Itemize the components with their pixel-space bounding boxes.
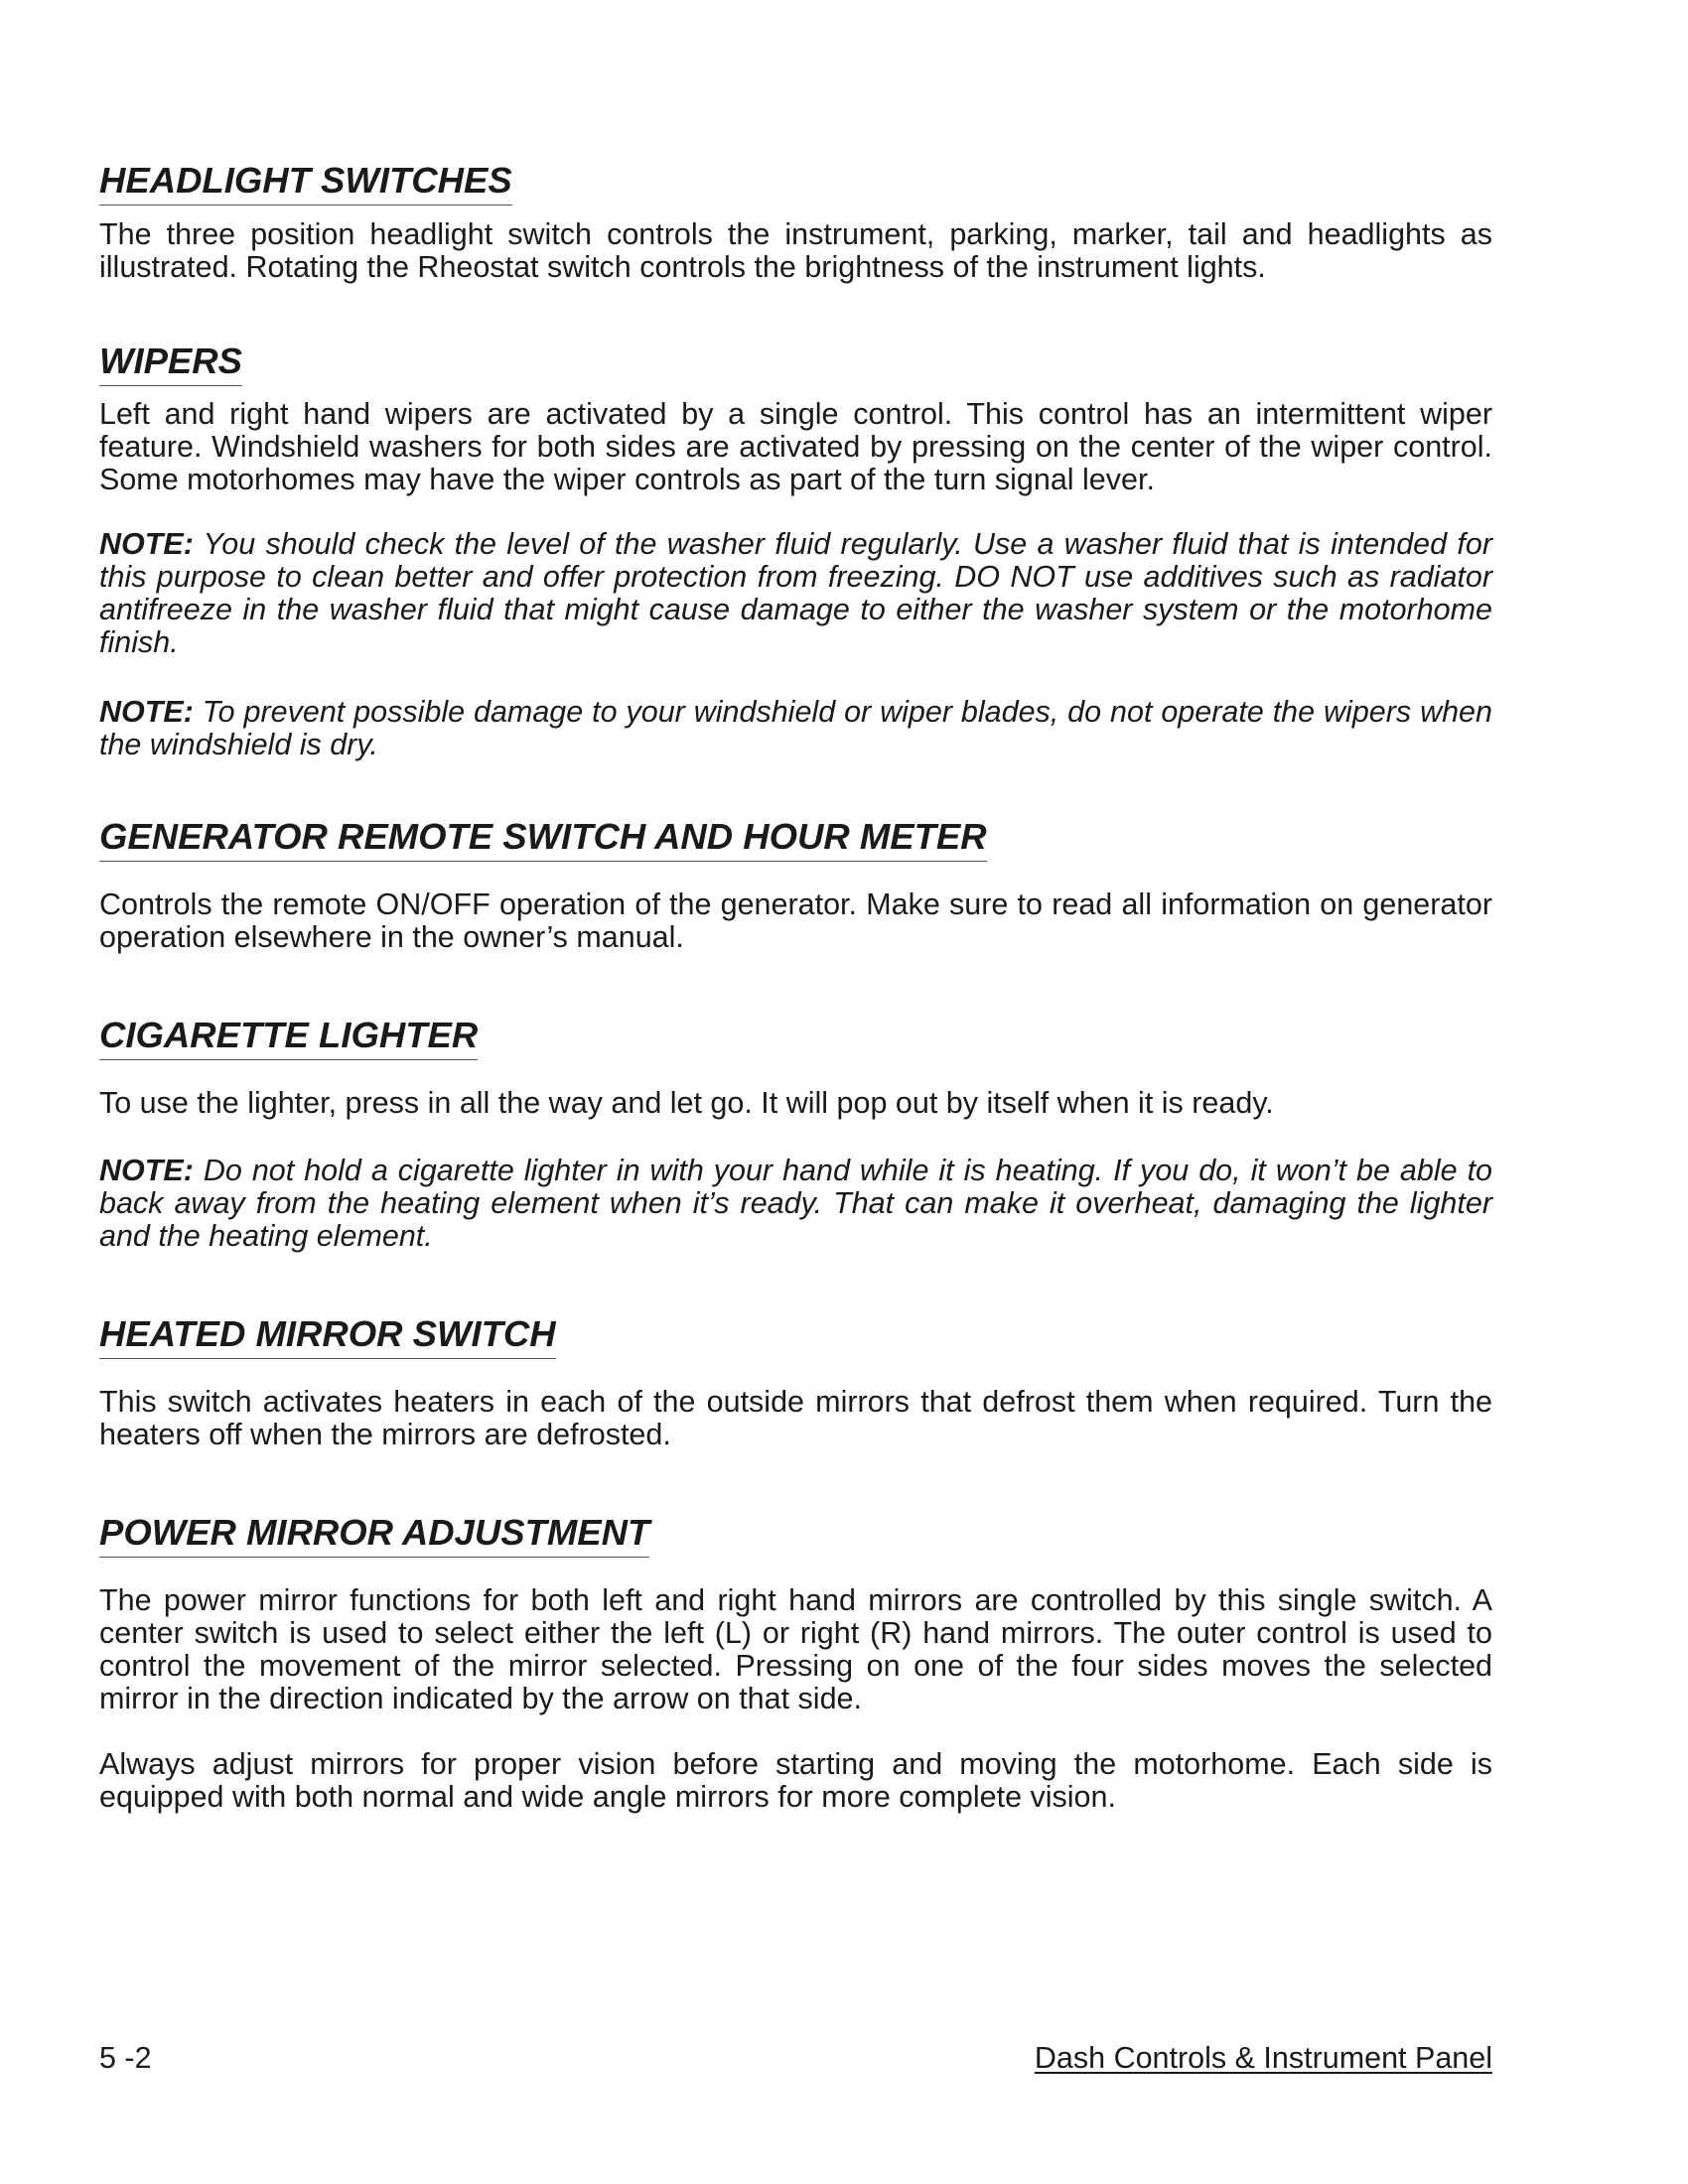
paragraph-power-mirror-1: The power mirror functions for both left and right hand mirrors are controlled by this single switch. A center switch is used to select either the left (L) or right (R) hand mirrors. The outer control is used to control the movement of the mirror selected. Pressing on one of the four sides moves the selected mirror in the direction indicated by the arrow on that side. [99, 1583, 1492, 1715]
manual-page [99, 0, 1492, 2184]
heading-power-mirror-adjustment: POWER MIRROR ADJUSTMENT [99, 1511, 649, 1558]
note-text: Do not hold a cigarette lighter in with your hand while it is heating. If you do, it won’t be able to back away from the heating element when it’s ready. That can make it overheat, damaging the lighter and the heating element. [99, 1154, 1492, 1253]
note-text: You should check the level of the washer fluid regularly. Use a washer fluid that is intended for this purpose to clean better and offer protection from freezing. DO NOT use additives such as radiator antifreeze in the washer fluid that might cause damage to either the washer system or the motorhome finish. [99, 527, 1492, 659]
note-label: NOTE: [99, 695, 194, 729]
note-label: NOTE: [99, 527, 194, 561]
note-text: To prevent possible damage to your windshield or wiper blades, do not operate the wipers when the windshield is dry. [99, 695, 1492, 761]
paragraph-cigarette-lighter: To use the lighter, press in all the way and let go. It will pop out by itself when it is ready. [99, 1086, 1274, 1120]
paragraph-generator: Controls the remote ON/OFF operation of the generator. Make sure to read all information on generator operation elsewhere in the owner’s manual. [99, 887, 1492, 954]
paragraph-wipers: Left and right hand wipers are activated by a single control. This control has an intermittent wiper feature. Windshield washers for both sides are activated by pressing on the center of the wiper control. Some motorhomes may have the wiper controls as part of the turn signal lever. [99, 397, 1492, 496]
footer-page-number: 5 -2 [99, 2041, 152, 2075]
paragraph-headlight-switches: The three position headlight switch controls the instrument, parking, marker, tail and headlights as illustrated. Rotating the Rheostat switch controls the brightness of the instrument lights. [99, 217, 1492, 284]
heading-wipers: WIPERS [99, 340, 242, 386]
paragraph-heated-mirror: This switch activates heaters in each of the outside mirrors that defrost them when required. Turn the heaters off when the mirrors are defrosted. [99, 1385, 1492, 1451]
footer-chapter-title: Dash Controls & Instrument Panel [1034, 2041, 1492, 2075]
heading-cigarette-lighter: CIGARETTE LIGHTER [99, 1014, 478, 1060]
heading-generator-remote-switch: GENERATOR REMOTE SWITCH AND HOUR METER [99, 815, 987, 862]
note-washer-fluid [99, 528, 1492, 659]
note-dry-windshield [99, 696, 1492, 761]
note-cigarette-lighter [99, 1155, 1492, 1253]
note-label: NOTE: [99, 1154, 194, 1187]
paragraph-power-mirror-2: Always adjust mirrors for proper vision before starting and moving the motorhome. Each side is equipped with both normal and wide angle mirrors for more complete vision. [99, 1747, 1492, 1814]
heading-headlight-switches: HEADLIGHT SWITCHES [99, 159, 512, 205]
heading-heated-mirror-switch: HEATED MIRROR SWITCH [99, 1312, 556, 1359]
